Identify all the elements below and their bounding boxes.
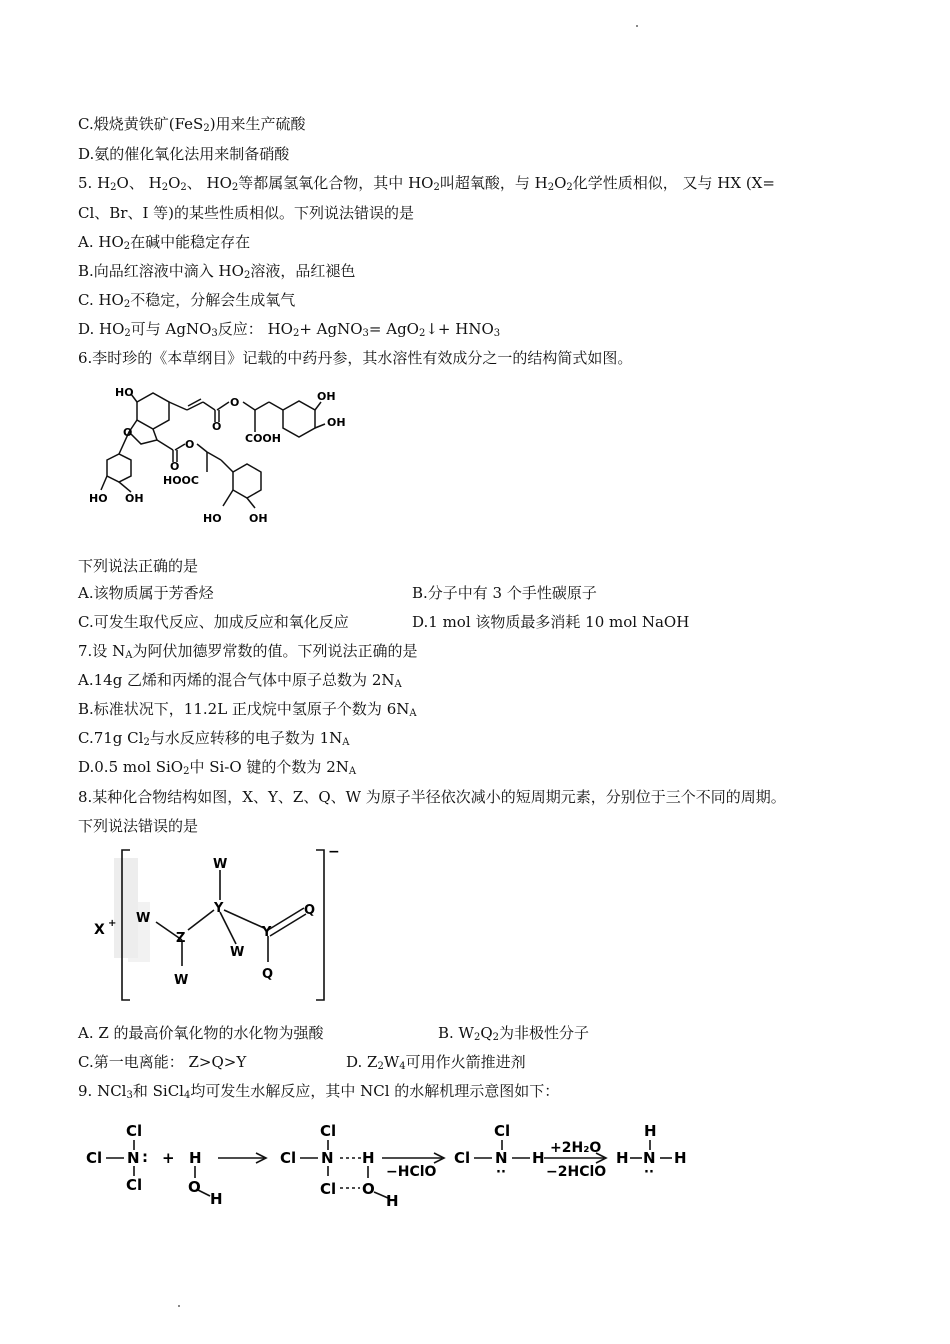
q8-option-b: B. $W_2Q_2$为非极性分子 [438, 1024, 590, 1043]
x-cation-label: X [94, 922, 105, 938]
oh-label-top-right-1: OH [317, 390, 336, 403]
step1-label: −HClO [386, 1164, 437, 1180]
nh3-h-right: H [674, 1149, 687, 1167]
step2-top-label: +2H₂O [550, 1140, 602, 1156]
carbonyl-oxygen-label-top: O [212, 420, 222, 433]
w-bottom-label: W [174, 973, 189, 988]
int-o: O [362, 1180, 375, 1198]
carbonyl-oxygen-label-bottom: O [170, 460, 180, 473]
scan-speck-top [636, 25, 638, 27]
ester-oxygen-label-top: O [230, 396, 240, 409]
cooh-label: COOH [245, 432, 281, 445]
q6-stem: 6.李时珍的《本草纲目》记载的中药丹参，其水溶性有效成分之一的结构简式如图。 [78, 349, 633, 367]
q-bottom-label: Q [262, 967, 274, 982]
int-cl-bottom: Cl [320, 1180, 337, 1198]
plus-sign: + [162, 1149, 175, 1167]
ho-label-bottom-right: HO [203, 512, 222, 525]
nhcl2-n: N [495, 1149, 508, 1167]
q8-option-a: A. Z 的最高价氧化物的水化物为强酸 [78, 1024, 324, 1042]
compound-structure-figure [88, 842, 358, 1012]
q5-option-d: D. $HO_2$可与 AgNO$_3$反应： $HO_2+$ AgNO$_3$= AgO$_2$↓+ $HNO_3$ [78, 320, 501, 339]
q5-stem-line1: 5. $H_2O$、 $H_2O_2$、 $HO_2$等都属氢氧化合物，其中 $HO_2$叫超氧酸，与 $H_2O_2$化学性质相似， 又与 HX (X= [78, 174, 775, 193]
q8-stem-line2: 下列说法错误的是 [78, 817, 199, 835]
ncl3-n: N [127, 1149, 140, 1167]
w-left-label: W [136, 911, 151, 926]
q7-option-d: D.0.5 mol SiO$_2$中 Si-O 键的个数为 $2N_A$ [78, 758, 357, 777]
q-top-label: Q [304, 903, 316, 918]
q7-option-c: C.71g $Cl_2$与水反应转移的电子数为 $1N_A$ [78, 729, 350, 748]
water-h-top: H [189, 1149, 202, 1167]
ncl3-lone-pair: : [142, 1148, 148, 1166]
ho-label-top-left: HO [115, 386, 134, 399]
water-o: O [188, 1178, 201, 1196]
ester-oxygen-label-bottom: O [185, 438, 195, 451]
q7-stem: 7.设 $N_A$为阿伏加德罗常数的值。下列说法正确的是 [78, 642, 418, 661]
salvianolic-acid-structure-figure [85, 380, 375, 530]
int-cl-top: Cl [320, 1122, 337, 1140]
ncl3-hydrolysis-scheme [82, 1118, 732, 1214]
nh3-h-left: H [616, 1149, 629, 1167]
q8-stem-line1: 8.某种化合物结构如图，X、Y、Z、Q、W 为原子半径依次减小的短周期元素，分别位于三个不同的周期。 [78, 788, 786, 806]
nhcl2-h: H [532, 1149, 545, 1167]
q9-stem: 9. NCl$_3$和 SiCl$_4$均可发生水解反应，其中 NCl 的水解机理示意图如下： [78, 1082, 560, 1101]
oh-label-bottom-right: OH [249, 512, 268, 525]
y-center-label: Y [214, 901, 224, 916]
nhcl2-cl-top: Cl [494, 1122, 511, 1140]
nh3-h-top: H [644, 1122, 657, 1140]
nh3-lone-pair: ·· [644, 1165, 654, 1180]
y-right-label: Y [262, 925, 272, 940]
q4-option-c: C.煅烧黄铁矿(FeS$_2$)用来生产硫酸 [78, 115, 306, 134]
ncl3-cl-left: Cl [86, 1149, 103, 1167]
q6-option-b: B.分子中有 3 个手性碳原子 [412, 584, 597, 602]
q7-option-b: B.标准状况下，11.2L 正戊烷中氢原子个数为 $6N_A$ [78, 700, 417, 719]
z-label: Z [176, 931, 186, 946]
q5-option-c: C. $HO_2$不稳定，分解会生成氧气 [78, 291, 296, 310]
q6-option-a: A.该物质属于芳香烃 [78, 584, 214, 602]
oh-label-top-right-2: OH [327, 416, 346, 429]
hooc-label: HOOC [163, 474, 199, 487]
scan-speck-bottom [178, 1305, 180, 1307]
nh3-n: N [643, 1149, 656, 1167]
q8-option-c: C.第一电离能： Z>Q>Y [78, 1053, 247, 1071]
int-h: H [362, 1149, 375, 1167]
minus-charge: − [328, 844, 340, 860]
ho-label-bottom-left: HO [89, 492, 108, 505]
w-middle-label: W [230, 945, 245, 960]
ncl3-cl-top: Cl [126, 1122, 143, 1140]
plus-charge: + [108, 918, 117, 929]
q6-question: 下列说法正确的是 [78, 557, 199, 575]
q8-option-d: D. $Z_2W_4$可用作火箭推进剂 [346, 1053, 526, 1072]
oh-label-bottom-left: OH [125, 492, 144, 505]
q4-option-d: D.氨的催化氧化法用来制备硝酸 [78, 145, 290, 163]
q5-option-a: A. $HO_2$在碱中能稳定存在 [78, 233, 251, 252]
int-n: N [321, 1149, 334, 1167]
w-top-label: W [213, 857, 228, 872]
q6-option-c: C.可发生取代反应、加成反应和氧化反应 [78, 613, 349, 631]
q5-option-b: B.向品红溶液中滴入 $HO_2$溶液，品红褪色 [78, 262, 356, 281]
nhcl2-cl-left: Cl [454, 1149, 471, 1167]
int-cl-left: Cl [280, 1149, 297, 1167]
q7-option-a: A.14g 乙烯和丙烯的混合气体中原子总数为 $2N_A$ [78, 671, 402, 690]
nhcl2-lone-pair: ·· [496, 1165, 506, 1180]
step2-bottom-label: −2HClO [546, 1164, 607, 1180]
int-h-bottom: H [386, 1192, 399, 1210]
ncl3-cl-bottom: Cl [126, 1176, 143, 1194]
q6-option-d: D.1 mol 该物质最多消耗 10 mol NaOH [412, 613, 690, 631]
q5-stem-line2: Cl、Br、I 等)的某些性质相似。下列说法错误的是 [78, 204, 415, 222]
furan-oxygen-label: O [123, 426, 133, 439]
water-h-bottom: H [210, 1190, 223, 1208]
